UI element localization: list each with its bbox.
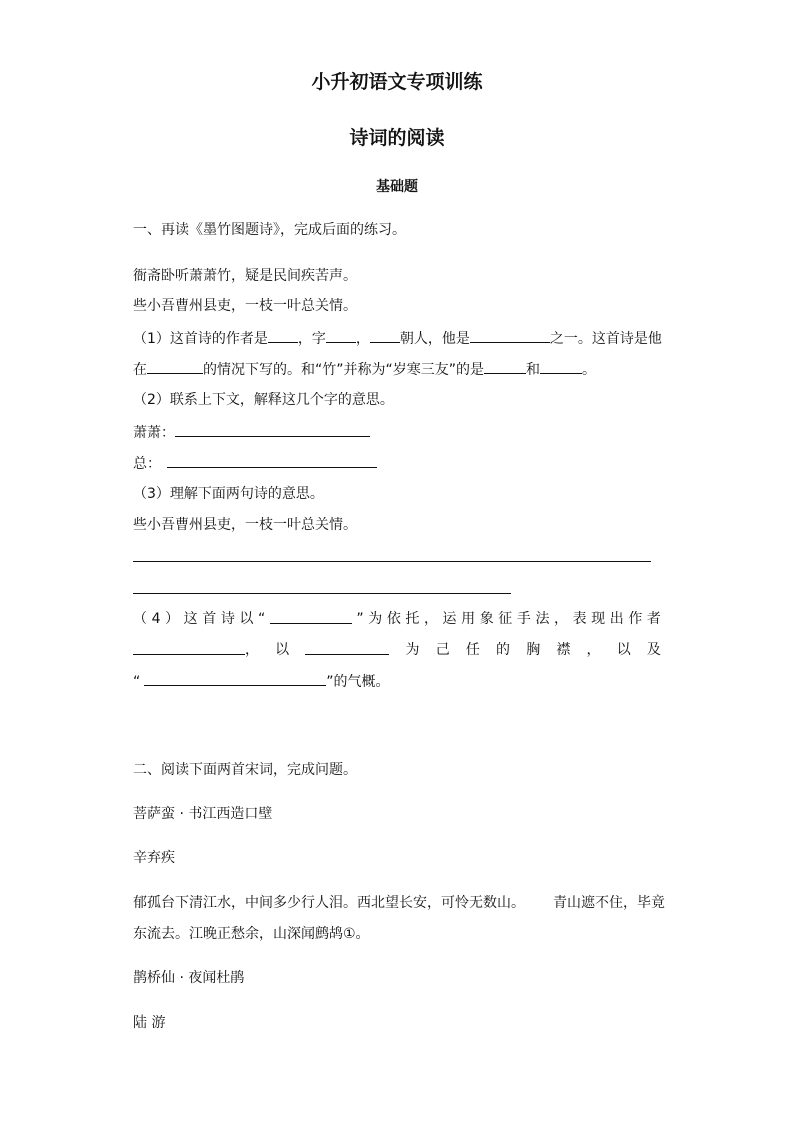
q4-char: ， xyxy=(423,611,438,627)
poem-2-author: 陆 游 xyxy=(133,1015,166,1031)
q4-char: 作 xyxy=(628,611,643,627)
group-blank[interactable] xyxy=(470,328,550,343)
term-label: 总： xyxy=(133,456,161,472)
sentiment-blank[interactable] xyxy=(133,640,245,655)
q1-text: ， xyxy=(355,331,370,347)
q4-char: 以 xyxy=(616,642,631,658)
q1-text: 之一。这首诗是他 xyxy=(549,331,662,347)
question-3-poem-line: 些小吾曹州县吏，一枝一叶总关情。 xyxy=(133,517,357,533)
question-4-line-1 xyxy=(133,609,661,629)
section1-heading: 一、再读《墨竹图题诗》，完成后面的练习。 xyxy=(133,222,406,238)
page-subtitle: 诗词的阅读 xyxy=(349,127,445,149)
q4-char: 以 xyxy=(275,642,290,658)
q4-char: ） xyxy=(165,611,180,627)
q4-char: 诗 xyxy=(220,611,235,627)
q4-char: “ xyxy=(133,674,141,690)
question-1-line-1 xyxy=(133,328,662,349)
dynasty-blank[interactable] xyxy=(370,328,400,343)
q4-char: 征 xyxy=(498,611,513,627)
q4-char: ” xyxy=(356,611,364,627)
q4-char: 为 xyxy=(368,611,383,627)
q4-char: 托 xyxy=(405,611,420,627)
poem-line-2: 些小吾曹州县吏，一枝一叶总关情。 xyxy=(133,298,357,314)
mission-blank[interactable] xyxy=(305,640,389,655)
poem-1-text-line-1 xyxy=(133,893,665,913)
courtesy-name-blank[interactable] xyxy=(326,328,356,343)
section2-heading: 二、阅读下面两首宋词，完成问题。 xyxy=(133,762,357,778)
q4-char: 及 xyxy=(646,642,661,658)
q4-char: 运 xyxy=(442,611,457,627)
question-3-prompt: （3）理解下面两句诗的意思。 xyxy=(133,486,324,502)
question-2-term-1 xyxy=(133,422,370,443)
author-blank[interactable] xyxy=(268,328,298,343)
q4-char: 首 xyxy=(202,611,217,627)
q1-text: ，字 xyxy=(297,331,326,347)
poem-2-title: 鹊桥仙 · 夜闻杜鹃 xyxy=(133,970,245,986)
q4-char: ”的气概。 xyxy=(326,674,390,690)
q4-char: 表 xyxy=(572,611,587,627)
q4-char: ， xyxy=(245,642,259,658)
q4-char: （ xyxy=(133,611,147,627)
q4-char: 这 xyxy=(183,611,198,627)
q4-char: 己 xyxy=(435,642,450,658)
q4-char: 任 xyxy=(465,642,480,658)
q1-text: （1）这首诗的作者是 xyxy=(133,331,268,347)
answer-line-2[interactable] xyxy=(133,593,511,594)
answer-line-1[interactable] xyxy=(133,561,651,562)
friend-blank-2[interactable] xyxy=(540,359,582,374)
q1-text: 朝人，他是 xyxy=(399,331,470,347)
question-4-line-2 xyxy=(133,640,661,660)
q4-char: 出 xyxy=(609,611,624,627)
spirit-blank[interactable] xyxy=(144,671,326,686)
poem-1-upper-stanza: 郁孤台下清江水，中间多少行人泪。西北望长安，可怜无数山。 xyxy=(133,895,525,911)
q4-char: 以 xyxy=(239,611,254,627)
friend-blank-1[interactable] xyxy=(484,359,526,374)
difficulty-label: 基础题 xyxy=(376,179,418,195)
q4-char: “ xyxy=(257,611,266,627)
page-title: 小升初语文专项训练 xyxy=(311,71,483,93)
question-2-term-2 xyxy=(133,453,377,474)
q4-char: ， xyxy=(586,642,601,658)
situation-blank[interactable] xyxy=(147,359,203,374)
question-4-line-3 xyxy=(133,671,390,692)
poem-line-1: 衙斋卧听萧萧竹，疑是民间疾苦声。 xyxy=(133,268,357,284)
q4-char: 的 xyxy=(496,642,511,658)
q4-char: ， xyxy=(554,611,569,627)
symbol-blank[interactable] xyxy=(270,609,352,624)
question-2-prompt: （2）联系上下文，解释这几个字的意思。 xyxy=(133,392,394,408)
term-2-answer[interactable] xyxy=(167,453,377,468)
poem-1-author: 辛弃疾 xyxy=(133,850,175,866)
q4-char: 胸 xyxy=(526,642,541,658)
q4-char: 4 xyxy=(151,611,161,627)
q1-text: 。 xyxy=(582,362,597,378)
q4-char: 象 xyxy=(479,611,494,627)
q1-text: 和 xyxy=(526,362,541,378)
q4-char: 襟 xyxy=(556,642,571,658)
q1-text: 在 xyxy=(133,362,147,378)
q4-char: 用 xyxy=(461,611,476,627)
poem-1-text-line-2: 东流去。江晚正愁余，山深闻鹧鸪①。 xyxy=(133,926,370,942)
term-1-answer[interactable] xyxy=(175,422,370,437)
q1-text: 的情况下写的。和“竹”并称为“岁寒三友”的是 xyxy=(203,362,485,378)
q4-char: 依 xyxy=(386,611,401,627)
question-1-line-2 xyxy=(133,359,596,380)
poem-1-title: 菩萨蛮 · 书江西造口壁 xyxy=(133,806,273,822)
q4-char: 为 xyxy=(405,642,420,658)
q4-char: 法 xyxy=(535,611,550,627)
term-label: 萧萧： xyxy=(133,425,175,441)
poem-1-lower-stanza: 青山遮不住，毕竟 xyxy=(553,895,665,911)
q4-char: 者 xyxy=(646,611,661,627)
q4-char: 手 xyxy=(516,611,531,627)
q4-char: 现 xyxy=(591,611,606,627)
